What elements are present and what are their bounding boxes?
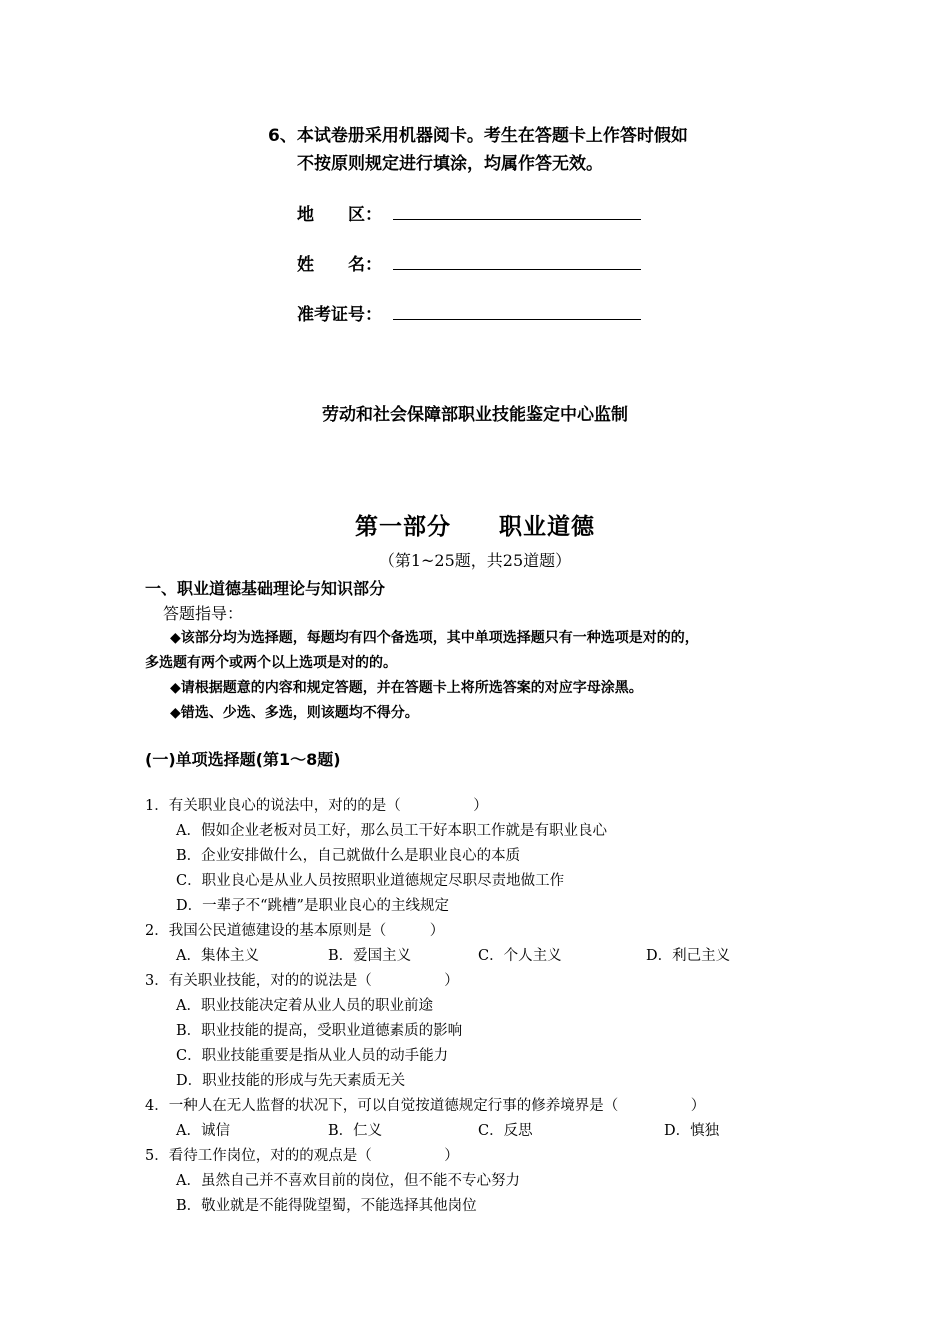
- guide-line-1: ◆该部分均为选择题，每题均有四个备选项，其中单项选择题只有一种选项是对的的，: [170, 630, 699, 646]
- question-2-option-b[interactable]: B．爱国主义: [328, 948, 412, 964]
- section-title: 一、职业道德基础理论与知识部分: [145, 579, 386, 598]
- question-4-stem: 4．一种人在无人监督的状况下，可以自觉按道德规定行事的修养境界是（ ）: [145, 1098, 706, 1114]
- question-1-option-a[interactable]: A．假如企业老板对员工好，那么员工干好本职工作就是有职业良心: [176, 823, 607, 839]
- question-1-option-d[interactable]: D．一辈子不“跳槽”是职业良心的主线规定: [176, 898, 449, 914]
- part-subtitle: （第1~25题，共25道题）: [378, 551, 572, 570]
- exam-id-field[interactable]: [393, 319, 641, 320]
- question-2-option-a[interactable]: A．集体主义: [176, 948, 259, 964]
- guide-line-1b: 多选题有两个或两个以上选项是对的的。: [145, 655, 397, 671]
- question-5-option-b[interactable]: B．敬业就是不能得陇望蜀，不能选择其他岗位: [176, 1198, 477, 1214]
- question-2-option-d[interactable]: D．利己主义: [646, 948, 731, 964]
- question-3-option-c[interactable]: C．职业技能重要是指从业人员的动手能力: [176, 1048, 449, 1064]
- question-1-stem: 1．有关职业良心的说法中，对的的是（ ）: [145, 798, 488, 814]
- question-4-option-d[interactable]: D．慎独: [664, 1123, 720, 1139]
- question-3-option-b[interactable]: B．职业技能的提高，受职业道德素质的影响: [176, 1023, 463, 1039]
- question-1-option-b[interactable]: B．企业安排做什么，自己就做什么是职业良心的本质: [176, 848, 521, 864]
- name-label: 姓 名：: [297, 255, 382, 275]
- guide-title: 答题指导：: [163, 604, 244, 623]
- question-4-option-b[interactable]: B．仁义: [328, 1123, 383, 1139]
- name-field[interactable]: [393, 269, 641, 270]
- question-5-option-a[interactable]: A．虽然自己并不喜欢目前的岗位，但不能不专心努力: [176, 1173, 520, 1189]
- region-field[interactable]: [393, 219, 641, 220]
- region-label: 地 区：: [297, 205, 382, 225]
- part-title: 第一部分 职业道德: [355, 514, 595, 540]
- question-3-stem: 3．有关职业技能，对的的说法是（ ）: [145, 973, 459, 989]
- question-4-option-a[interactable]: A．诚信: [176, 1123, 230, 1139]
- organization: 劳动和社会保障部职业技能鉴定中心监制: [322, 405, 628, 425]
- question-3-option-a[interactable]: A．职业技能决定着从业人员的职业前途: [176, 998, 433, 1014]
- notice-line-2: 不按原则规定进行填涂，均属作答无效。: [297, 154, 603, 174]
- question-2-stem: 2．我国公民道德建设的基本原则是（ ）: [145, 923, 445, 939]
- question-4-option-c[interactable]: C．反思: [478, 1123, 533, 1139]
- exam-id-label: 准考证号：: [297, 305, 382, 325]
- guide-line-2: ◆请根据题意的内容和规定答题，并在答题卡上将所选答案的对应字母涂黑。: [170, 680, 643, 696]
- question-3-option-d[interactable]: D．职业技能的形成与先天素质无关: [176, 1073, 406, 1089]
- guide-line-3: ◆错选、少选、多选，则该题均不得分。: [170, 705, 419, 721]
- question-1-option-c[interactable]: C．职业良心是从业人员按照职业道德规定尽职尽责地做工作: [176, 873, 565, 889]
- subsection-title: (一)单项选择题(第1～8题): [145, 750, 341, 769]
- notice-line-1: 6、本试卷册采用机器阅卡。考生在答题卡上作答时假如: [268, 126, 688, 146]
- question-5-stem: 5．看待工作岗位，对的的观点是（ ）: [145, 1148, 459, 1164]
- question-2-option-c[interactable]: C．个人主义: [478, 948, 562, 964]
